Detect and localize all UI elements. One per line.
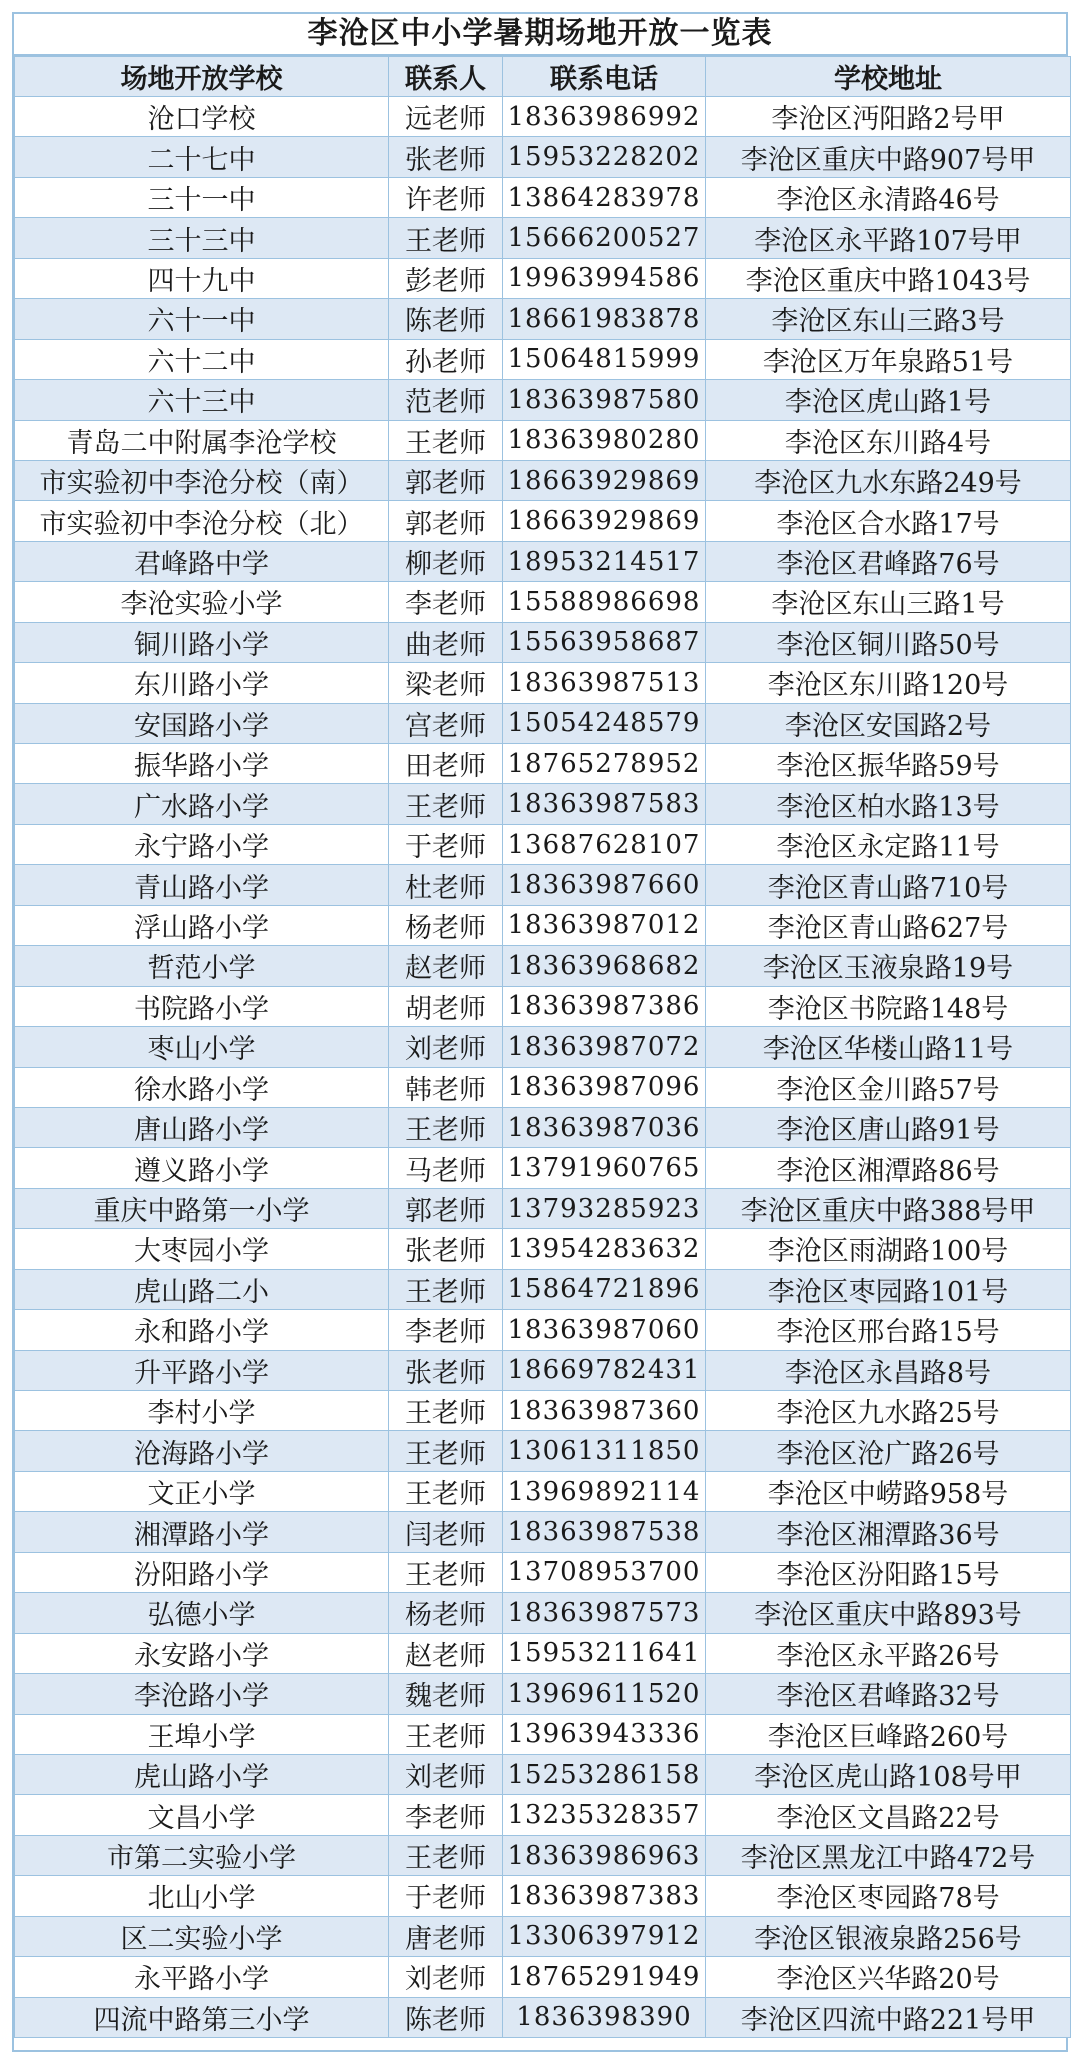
table-row [15, 299, 1071, 339]
phone-cell: 13791960765 [503, 1148, 706, 1188]
phone-cell: 18363987060 [503, 1310, 706, 1350]
contact-cell: 赵老师 [389, 1633, 503, 1673]
school-cell: 东川路小学 [15, 663, 389, 703]
contact-cell: 宫老师 [389, 703, 503, 743]
school-cell: 安国路小学 [15, 703, 389, 743]
table-row [15, 339, 1071, 379]
school-cell: 汾阳路小学 [15, 1552, 389, 1592]
contact-cell: 胡老师 [389, 986, 503, 1026]
table-row [15, 137, 1071, 177]
contact-cell: 梁老师 [389, 663, 503, 703]
table-title: 李沧区中小学暑期场地开放一览表 [14, 14, 1066, 56]
phone-cell: 18363987012 [503, 905, 706, 945]
contact-cell: 张老师 [389, 137, 503, 177]
phone-cell: 13969892114 [503, 1471, 706, 1511]
contact-cell: 王老师 [389, 218, 503, 258]
school-cell: 二十七中 [15, 137, 389, 177]
school-cell: 枣山小学 [15, 1027, 389, 1067]
school-cell: 徐水路小学 [15, 1067, 389, 1107]
school-cell: 四十九中 [15, 258, 389, 298]
school-cell: 弘德小学 [15, 1593, 389, 1633]
phone-cell: 13687628107 [503, 824, 706, 864]
school-cell: 振华路小学 [15, 744, 389, 784]
table-row [15, 946, 1071, 986]
contact-cell: 魏老师 [389, 1674, 503, 1714]
table-row [15, 1512, 1071, 1552]
table-row [15, 1714, 1071, 1754]
address-cell: 李沧区虎山路1号 [706, 380, 1071, 420]
school-cell: 广水路小学 [15, 784, 389, 824]
contact-cell: 王老师 [389, 1107, 503, 1147]
school-cell: 唐山路小学 [15, 1107, 389, 1147]
table-row [15, 744, 1071, 784]
address-cell: 李沧区青山路627号 [706, 905, 1071, 945]
address-cell: 李沧区永昌路8号 [706, 1350, 1071, 1390]
school-cell: 升平路小学 [15, 1350, 389, 1390]
contact-cell: 唐老师 [389, 1916, 503, 1956]
address-cell: 李沧区中崂路958号 [706, 1471, 1071, 1511]
school-cell: 王埠小学 [15, 1714, 389, 1754]
table-row [15, 1107, 1071, 1147]
table-row [15, 1148, 1071, 1188]
address-cell: 李沧区铜川路50号 [706, 622, 1071, 662]
table-row [15, 1835, 1071, 1875]
contact-cell: 赵老师 [389, 946, 503, 986]
school-cell: 虎山路二小 [15, 1269, 389, 1309]
address-cell: 李沧区万年泉路51号 [706, 339, 1071, 379]
table-row [15, 1229, 1071, 1269]
contact-cell: 彭老师 [389, 258, 503, 298]
table-row [15, 460, 1071, 500]
phone-cell: 18363986963 [503, 1835, 706, 1875]
table-row [15, 1431, 1071, 1471]
table-row [15, 1916, 1071, 1956]
contact-cell: 杨老师 [389, 905, 503, 945]
address-cell: 李沧区重庆中路893号 [706, 1593, 1071, 1633]
contact-cell: 陈老师 [389, 299, 503, 339]
contact-cell: 王老师 [389, 784, 503, 824]
phone-cell: 13864283978 [503, 177, 706, 217]
address-cell: 李沧区兴华路20号 [706, 1957, 1071, 1997]
venue-table [14, 56, 1071, 2038]
address-cell: 李沧区东山三路3号 [706, 299, 1071, 339]
school-cell: 三十一中 [15, 177, 389, 217]
table-row [15, 582, 1071, 622]
table-row [15, 1067, 1071, 1107]
school-cell: 文正小学 [15, 1471, 389, 1511]
table-row [15, 1876, 1071, 1916]
contact-cell: 陈老师 [389, 1997, 503, 2037]
table-row [15, 1674, 1071, 1714]
phone-cell: 13954283632 [503, 1229, 706, 1269]
contact-cell: 于老师 [389, 1876, 503, 1916]
contact-cell: 王老师 [389, 420, 503, 460]
school-cell: 虎山路小学 [15, 1754, 389, 1794]
address-cell: 李沧区书院路148号 [706, 986, 1071, 1026]
table-row [15, 1027, 1071, 1067]
school-cell: 市第二实验小学 [15, 1835, 389, 1875]
address-cell: 李沧区柏水路13号 [706, 784, 1071, 824]
contact-cell: 李老师 [389, 582, 503, 622]
header-school: 场地开放学校 [15, 57, 389, 97]
phone-cell: 15253286158 [503, 1754, 706, 1794]
phone-cell: 18661983878 [503, 299, 706, 339]
contact-cell: 刘老师 [389, 1027, 503, 1067]
school-cell: 区二实验小学 [15, 1916, 389, 1956]
contact-cell: 郭老师 [389, 1188, 503, 1228]
school-cell: 铜川路小学 [15, 622, 389, 662]
phone-cell: 18663929869 [503, 501, 706, 541]
table-row [15, 1188, 1071, 1228]
address-cell: 李沧区永平路26号 [706, 1633, 1071, 1673]
school-cell: 三十三中 [15, 218, 389, 258]
school-cell: 市实验初中李沧分校（南） [15, 460, 389, 500]
phone-cell: 18363987538 [503, 1512, 706, 1552]
contact-cell: 王老师 [389, 1835, 503, 1875]
phone-cell: 15064815999 [503, 339, 706, 379]
schedule-sheet [12, 12, 1068, 2052]
table-row [15, 177, 1071, 217]
table-row [15, 1269, 1071, 1309]
contact-cell: 张老师 [389, 1350, 503, 1390]
address-cell: 李沧区枣园路78号 [706, 1876, 1071, 1916]
table-row [15, 986, 1071, 1026]
contact-cell: 曲老师 [389, 622, 503, 662]
address-cell: 李沧区东川路120号 [706, 663, 1071, 703]
address-cell: 李沧区振华路59号 [706, 744, 1071, 784]
header-phone: 联系电话 [503, 57, 706, 97]
school-cell: 湘潭路小学 [15, 1512, 389, 1552]
contact-cell: 闫老师 [389, 1512, 503, 1552]
address-cell: 李沧区金川路57号 [706, 1067, 1071, 1107]
phone-cell: 15953211641 [503, 1633, 706, 1673]
school-cell: 李沧路小学 [15, 1674, 389, 1714]
phone-cell: 18363987360 [503, 1391, 706, 1431]
address-cell: 李沧区银液泉路256号 [706, 1916, 1071, 1956]
school-cell: 青岛二中附属李沧学校 [15, 420, 389, 460]
table-row [15, 1310, 1071, 1350]
contact-cell: 王老师 [389, 1471, 503, 1511]
phone-cell: 15563958687 [503, 622, 706, 662]
phone-cell: 18363987660 [503, 865, 706, 905]
phone-cell: 18363987096 [503, 1067, 706, 1107]
table-row [15, 97, 1071, 137]
address-cell: 李沧区九水东路249号 [706, 460, 1071, 500]
school-cell: 浮山路小学 [15, 905, 389, 945]
table-row [15, 380, 1071, 420]
school-cell: 北山小学 [15, 1876, 389, 1916]
contact-cell: 王老师 [389, 1714, 503, 1754]
phone-cell: 15864721896 [503, 1269, 706, 1309]
header-row [15, 57, 1071, 97]
contact-cell: 韩老师 [389, 1067, 503, 1107]
school-cell: 青山路小学 [15, 865, 389, 905]
phone-cell: 18363987583 [503, 784, 706, 824]
address-cell: 李沧区汾阳路15号 [706, 1552, 1071, 1592]
school-cell: 永平路小学 [15, 1957, 389, 1997]
address-cell: 李沧区东山三路1号 [706, 582, 1071, 622]
phone-cell: 18363987573 [503, 1593, 706, 1633]
contact-cell: 王老师 [389, 1391, 503, 1431]
school-cell: 重庆中路第一小学 [15, 1188, 389, 1228]
contact-cell: 李老师 [389, 1795, 503, 1835]
table-row [15, 1997, 1071, 2037]
school-cell: 大枣园小学 [15, 1229, 389, 1269]
table-row [15, 1754, 1071, 1794]
header-address: 学校地址 [706, 57, 1071, 97]
phone-cell: 18363987580 [503, 380, 706, 420]
phone-cell: 1836398390 [503, 1997, 706, 2037]
phone-cell: 18363986992 [503, 97, 706, 137]
contact-cell: 于老师 [389, 824, 503, 864]
contact-cell: 马老师 [389, 1148, 503, 1188]
contact-cell: 刘老师 [389, 1754, 503, 1794]
table-row [15, 824, 1071, 864]
table-row [15, 1471, 1071, 1511]
address-cell: 李沧区永定路11号 [706, 824, 1071, 864]
address-cell: 李沧区唐山路91号 [706, 1107, 1071, 1147]
table-row [15, 1633, 1071, 1673]
table-row [15, 1391, 1071, 1431]
address-cell: 李沧区四流中路221号甲 [706, 1997, 1071, 2037]
phone-cell: 18765291949 [503, 1957, 706, 1997]
address-cell: 李沧区湘潭路86号 [706, 1148, 1071, 1188]
phone-cell: 18363987386 [503, 986, 706, 1026]
phone-cell: 18765278952 [503, 744, 706, 784]
table-row [15, 1957, 1071, 1997]
school-cell: 遵义路小学 [15, 1148, 389, 1188]
contact-cell: 范老师 [389, 380, 503, 420]
school-cell: 永宁路小学 [15, 824, 389, 864]
table-row [15, 1552, 1071, 1592]
phone-cell: 13708953700 [503, 1552, 706, 1592]
address-cell: 李沧区君峰路32号 [706, 1674, 1071, 1714]
phone-cell: 13306397912 [503, 1916, 706, 1956]
phone-cell: 18363987383 [503, 1876, 706, 1916]
phone-cell: 18669782431 [503, 1350, 706, 1390]
phone-cell: 13793285923 [503, 1188, 706, 1228]
phone-cell: 19963994586 [503, 258, 706, 298]
contact-cell: 王老师 [389, 1269, 503, 1309]
contact-cell: 王老师 [389, 1431, 503, 1471]
address-cell: 李沧区文昌路22号 [706, 1795, 1071, 1835]
address-cell: 李沧区华楼山路11号 [706, 1027, 1071, 1067]
school-cell: 永和路小学 [15, 1310, 389, 1350]
address-cell: 李沧区东川路4号 [706, 420, 1071, 460]
address-cell: 李沧区湘潭路36号 [706, 1512, 1071, 1552]
school-cell: 四流中路第三小学 [15, 1997, 389, 2037]
contact-cell: 王老师 [389, 1552, 503, 1592]
address-cell: 李沧区巨峰路260号 [706, 1714, 1071, 1754]
contact-cell: 郭老师 [389, 460, 503, 500]
table-row [15, 1593, 1071, 1633]
table-row [15, 258, 1071, 298]
address-cell: 李沧区青山路710号 [706, 865, 1071, 905]
address-cell: 李沧区重庆中路907号甲 [706, 137, 1071, 177]
contact-cell: 孙老师 [389, 339, 503, 379]
address-cell: 李沧区九水路25号 [706, 1391, 1071, 1431]
header-contact: 联系人 [389, 57, 503, 97]
contact-cell: 远老师 [389, 97, 503, 137]
contact-cell: 郭老师 [389, 501, 503, 541]
address-cell: 李沧区沔阳路2号甲 [706, 97, 1071, 137]
address-cell: 李沧区重庆中路388号甲 [706, 1188, 1071, 1228]
school-cell: 沧海路小学 [15, 1431, 389, 1471]
phone-cell: 15588986698 [503, 582, 706, 622]
address-cell: 李沧区虎山路108号甲 [706, 1754, 1071, 1794]
address-cell: 李沧区永平路107号甲 [706, 218, 1071, 258]
address-cell: 李沧区永清路46号 [706, 177, 1071, 217]
phone-cell: 18363968682 [503, 946, 706, 986]
address-cell: 李沧区玉液泉路19号 [706, 946, 1071, 986]
phone-cell: 15666200527 [503, 218, 706, 258]
contact-cell: 杨老师 [389, 1593, 503, 1633]
table-row [15, 622, 1071, 662]
phone-cell: 13061311850 [503, 1431, 706, 1471]
phone-cell: 18663929869 [503, 460, 706, 500]
contact-cell: 李老师 [389, 1310, 503, 1350]
contact-cell: 柳老师 [389, 541, 503, 581]
address-cell: 李沧区重庆中路1043号 [706, 258, 1071, 298]
contact-cell: 刘老师 [389, 1957, 503, 1997]
school-cell: 永安路小学 [15, 1633, 389, 1673]
school-cell: 六十三中 [15, 380, 389, 420]
school-cell: 书院路小学 [15, 986, 389, 1026]
phone-cell: 18363980280 [503, 420, 706, 460]
phone-cell: 13969611520 [503, 1674, 706, 1714]
school-cell: 六十二中 [15, 339, 389, 379]
phone-cell: 13235328357 [503, 1795, 706, 1835]
contact-cell: 田老师 [389, 744, 503, 784]
address-cell: 李沧区沧广路26号 [706, 1431, 1071, 1471]
phone-cell: 15953228202 [503, 137, 706, 177]
contact-cell: 许老师 [389, 177, 503, 217]
school-cell: 沧口学校 [15, 97, 389, 137]
phone-cell: 18363987036 [503, 1107, 706, 1147]
table-row [15, 541, 1071, 581]
table-row [15, 218, 1071, 258]
school-cell: 哲范小学 [15, 946, 389, 986]
address-cell: 李沧区合水路17号 [706, 501, 1071, 541]
school-cell: 李村小学 [15, 1391, 389, 1431]
school-cell: 六十一中 [15, 299, 389, 339]
address-cell: 李沧区安国路2号 [706, 703, 1071, 743]
table-body [15, 97, 1071, 2038]
table-row [15, 1795, 1071, 1835]
phone-cell: 18363987513 [503, 663, 706, 703]
school-cell: 君峰路中学 [15, 541, 389, 581]
phone-cell: 18363987072 [503, 1027, 706, 1067]
table-row [15, 905, 1071, 945]
contact-cell: 杜老师 [389, 865, 503, 905]
table-row [15, 501, 1071, 541]
table-row [15, 1350, 1071, 1390]
table-row [15, 865, 1071, 905]
address-cell: 李沧区黑龙江中路472号 [706, 1835, 1071, 1875]
school-cell: 市实验初中李沧分校（北） [15, 501, 389, 541]
table-row [15, 663, 1071, 703]
school-cell: 李沧实验小学 [15, 582, 389, 622]
address-cell: 李沧区君峰路76号 [706, 541, 1071, 581]
address-cell: 李沧区枣园路101号 [706, 1269, 1071, 1309]
phone-cell: 15054248579 [503, 703, 706, 743]
school-cell: 文昌小学 [15, 1795, 389, 1835]
table-row [15, 784, 1071, 824]
table-row [15, 703, 1071, 743]
address-cell: 李沧区邢台路15号 [706, 1310, 1071, 1350]
contact-cell: 张老师 [389, 1229, 503, 1269]
phone-cell: 13963943336 [503, 1714, 706, 1754]
phone-cell: 18953214517 [503, 541, 706, 581]
address-cell: 李沧区雨湖路100号 [706, 1229, 1071, 1269]
table-row [15, 420, 1071, 460]
